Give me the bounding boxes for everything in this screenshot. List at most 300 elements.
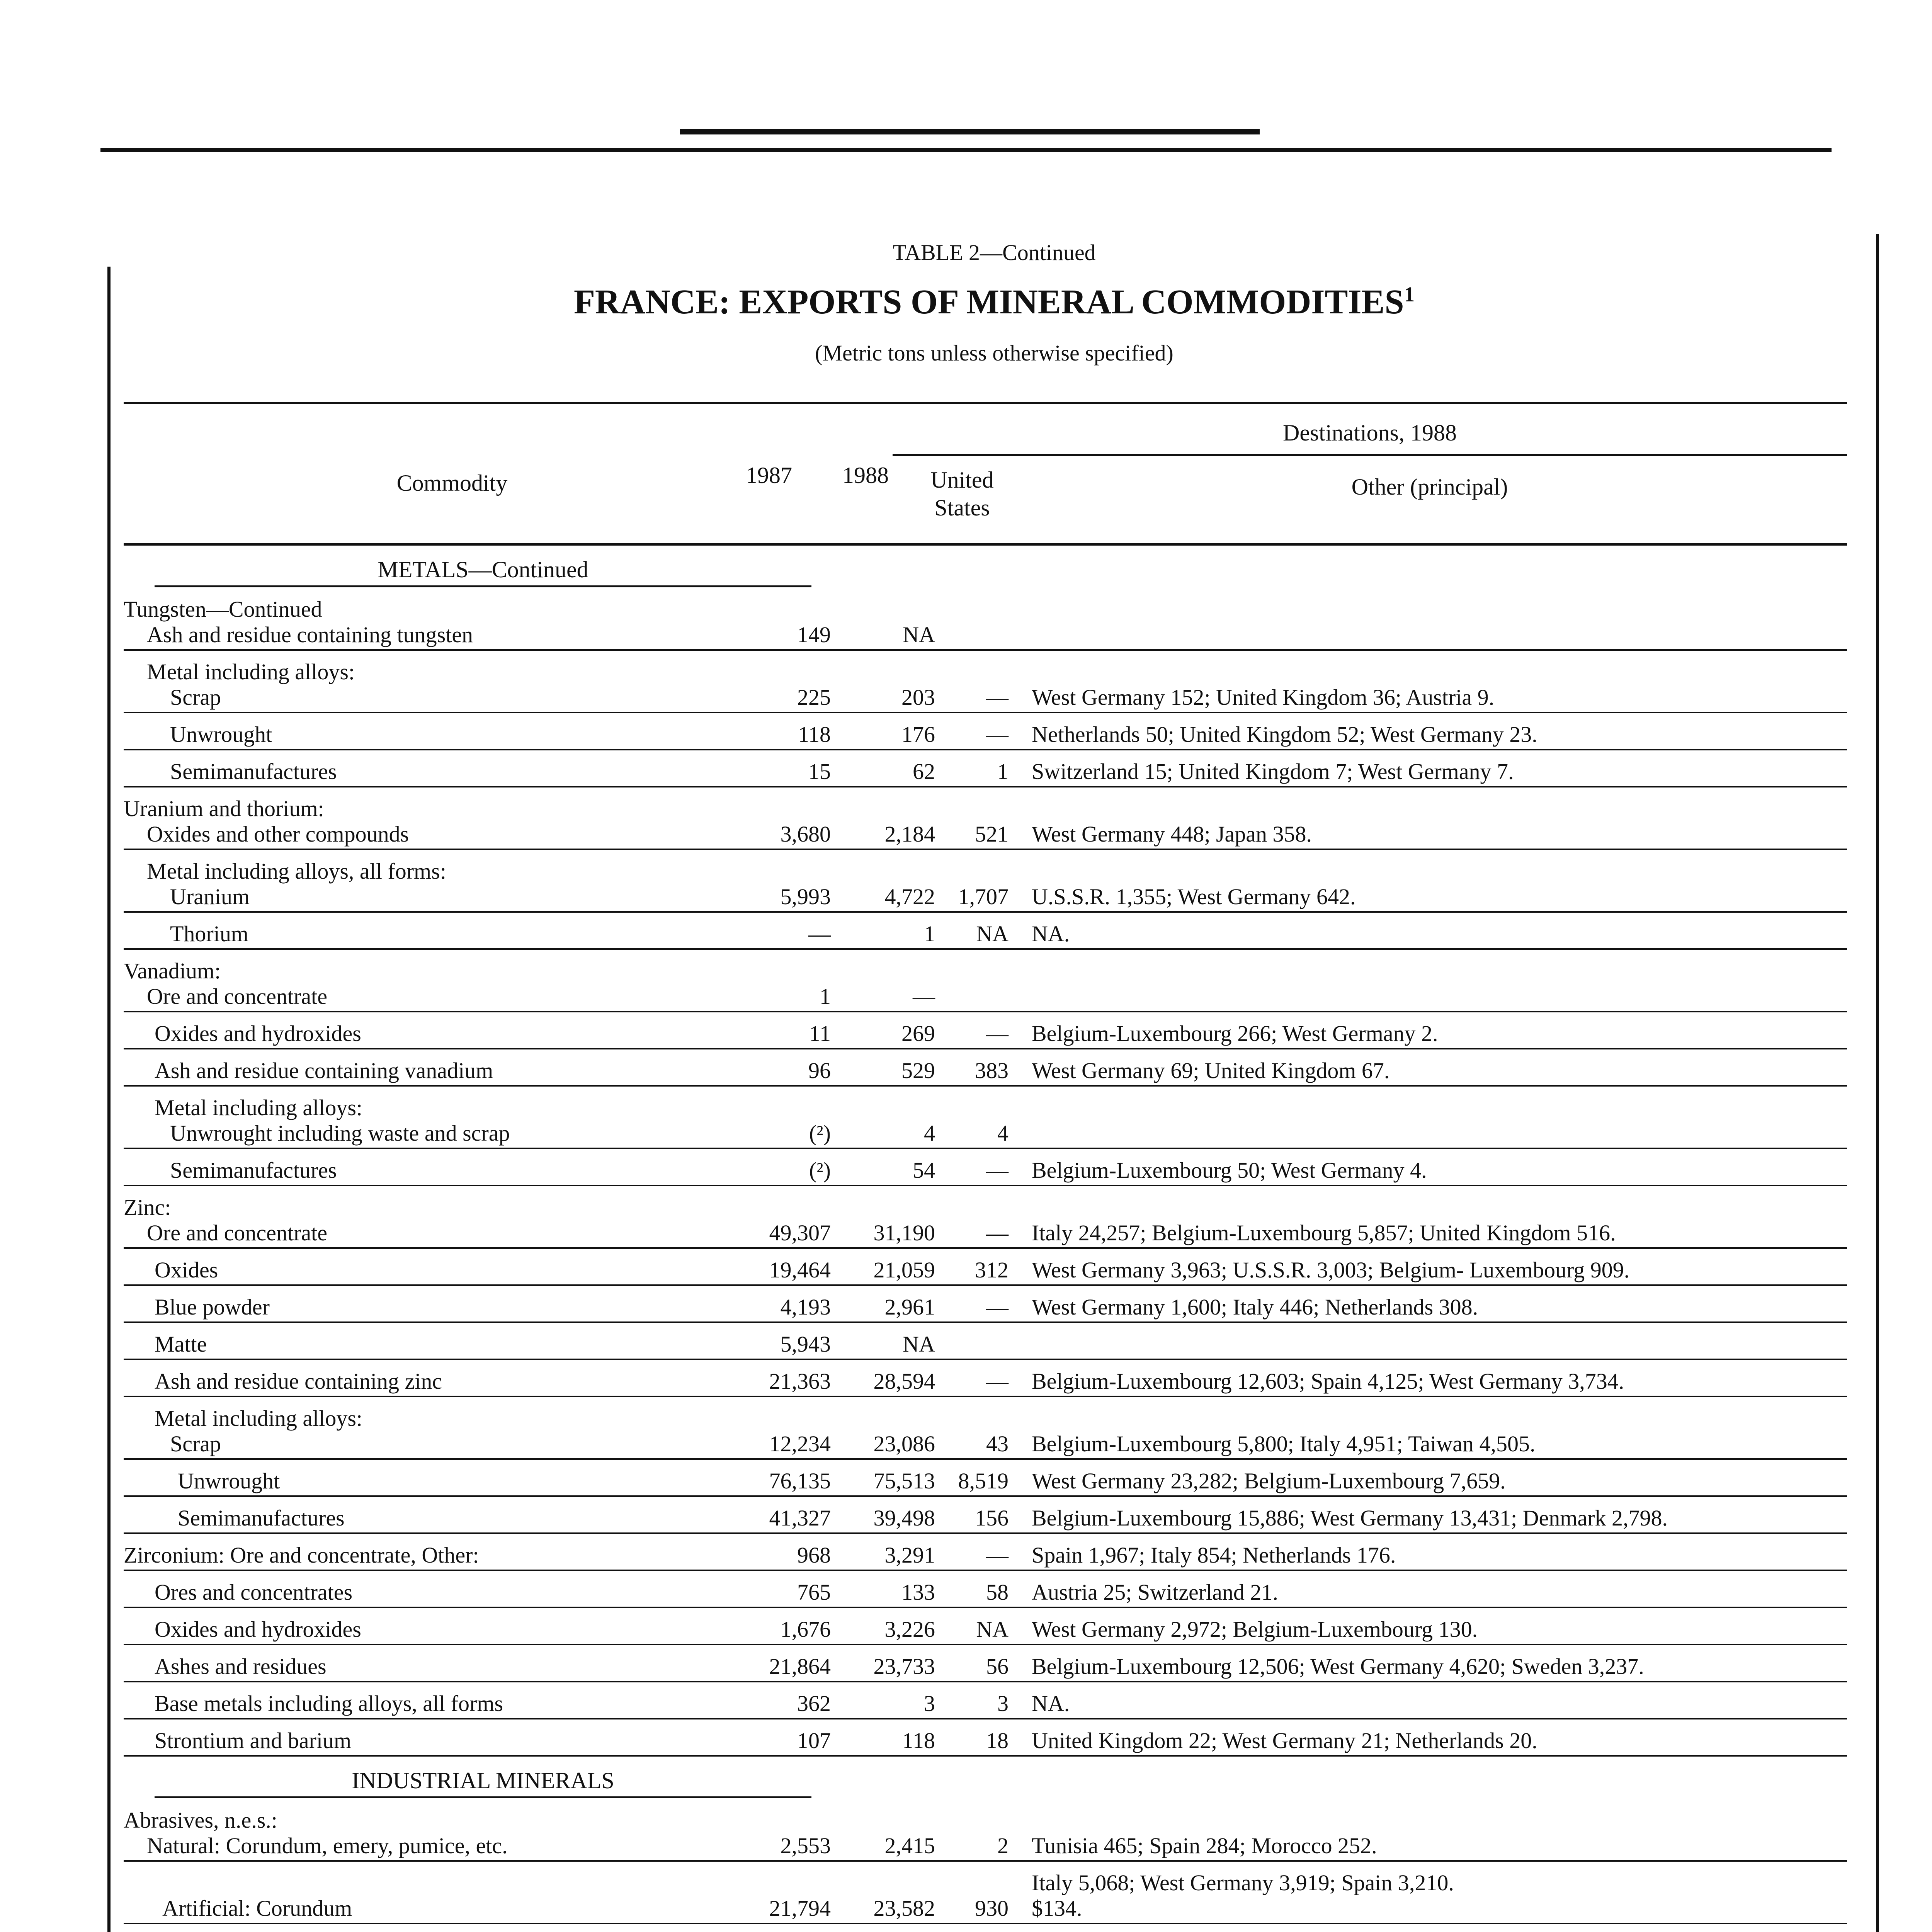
table-row bbox=[124, 1149, 1847, 1186]
value-us-line-1: 4 bbox=[997, 1121, 1009, 1146]
value-us-line-1: — bbox=[986, 1220, 1009, 1245]
value-1988-line-1: 2,961 bbox=[884, 1294, 935, 1320]
value-1987-line-1: 21,794 bbox=[769, 1896, 831, 1921]
other-line-1: West Germany 23,282; Belgium-Luxembourg 7,659. bbox=[1032, 1468, 1506, 1493]
value-other-principal bbox=[1032, 1654, 1851, 1679]
value-1987 bbox=[719, 722, 831, 747]
commodity-line-1: Unwrought bbox=[170, 722, 272, 747]
table-row bbox=[124, 1286, 1847, 1323]
other-line-1: Italy 5,068; West Germany 3,919; Spain 3,210. bbox=[1032, 1870, 1454, 1895]
value-1988 bbox=[835, 1691, 935, 1716]
commodity-line-1: Unwrought bbox=[178, 1468, 280, 1493]
value-1987-line-1: 1,676 bbox=[780, 1617, 831, 1642]
commodity-line-1: Ashes and residues bbox=[155, 1654, 327, 1679]
value-united-states bbox=[943, 1121, 1009, 1146]
commodity-line-2: Scrap bbox=[170, 1431, 221, 1456]
value-1987-line-1: (²) bbox=[809, 1158, 831, 1183]
commodity-cell bbox=[124, 1294, 742, 1320]
value-us-line-1: NA bbox=[976, 921, 1009, 946]
value-1987-line-1: 362 bbox=[797, 1691, 831, 1716]
value-other-principal bbox=[1032, 1728, 1851, 1753]
table-row bbox=[124, 913, 1847, 950]
value-other-principal bbox=[1032, 1369, 1851, 1394]
value-1988 bbox=[835, 984, 935, 1009]
commodity-line-1: Strontium and barium bbox=[155, 1728, 352, 1753]
other-line-1: Belgium-Luxembourg 50; West Germany 4. bbox=[1032, 1158, 1427, 1183]
value-us-line-1: NA bbox=[976, 1617, 1009, 1642]
metals-rows bbox=[124, 588, 1847, 1757]
value-1987-line-1: — bbox=[808, 921, 831, 946]
value-1988 bbox=[835, 685, 935, 710]
value-1988 bbox=[835, 1058, 935, 1083]
value-1988 bbox=[835, 722, 935, 747]
top-rule bbox=[100, 148, 1832, 152]
value-1988 bbox=[835, 921, 935, 947]
value-1988 bbox=[835, 1617, 935, 1642]
value-1987-line-1: 765 bbox=[797, 1580, 831, 1605]
commodity-line-1: Oxides and hydroxides bbox=[155, 1617, 361, 1642]
column-united-states-line2: States bbox=[934, 495, 990, 520]
commodity-cell bbox=[124, 921, 742, 947]
value-us-line-1: 43 bbox=[986, 1431, 1009, 1456]
value-1988-line-1: 4 bbox=[924, 1121, 935, 1146]
value-us-line-1: — bbox=[986, 1158, 1009, 1183]
table-row bbox=[124, 950, 1847, 1012]
commodity-cell bbox=[124, 1095, 742, 1146]
value-united-states bbox=[943, 1833, 1009, 1859]
table-row bbox=[124, 1012, 1847, 1049]
value-1987 bbox=[719, 1505, 831, 1531]
value-1987 bbox=[719, 1654, 831, 1679]
other-line-1: NA. bbox=[1032, 1691, 1070, 1716]
table-row bbox=[124, 1323, 1847, 1360]
value-1988 bbox=[835, 1431, 935, 1457]
other-line-1: West Germany 152; United Kingdom 36; Austria 9. bbox=[1032, 685, 1495, 710]
value-1987-line-1: 4,193 bbox=[780, 1294, 831, 1320]
value-1988 bbox=[835, 1121, 935, 1146]
commodity-line-1: Artificial: Corundum bbox=[162, 1896, 352, 1921]
value-united-states bbox=[943, 1220, 1009, 1246]
industrial-rows bbox=[124, 1799, 1847, 1932]
value-other-principal bbox=[1032, 1158, 1851, 1183]
value-1987-line-1: 76,135 bbox=[769, 1468, 831, 1493]
value-1987-line-1: 2,553 bbox=[780, 1833, 831, 1858]
table-row bbox=[124, 1924, 1847, 1932]
table-row bbox=[124, 850, 1847, 913]
value-us-line-1: 156 bbox=[975, 1505, 1009, 1531]
other-line-1: West Germany 69; United Kingdom 67. bbox=[1032, 1058, 1390, 1083]
value-1987-line-1: 19,464 bbox=[769, 1257, 831, 1282]
table-row bbox=[124, 651, 1847, 713]
value-1987 bbox=[719, 1332, 831, 1357]
value-us-line-1: 8,519 bbox=[958, 1468, 1009, 1493]
value-other-principal bbox=[1032, 884, 1851, 910]
commodity-line-2: Ore and concentrate bbox=[147, 1220, 327, 1245]
commodity-cell bbox=[124, 1543, 742, 1568]
column-united-states-line1: United bbox=[930, 467, 994, 493]
commodity-line-2: Oxides and other compounds bbox=[147, 821, 409, 847]
value-us-line-1: 18 bbox=[986, 1728, 1009, 1753]
commodity-cell bbox=[124, 859, 742, 910]
value-1988 bbox=[835, 1654, 935, 1679]
table-subtitle: (Metric tons unless otherwise specified) bbox=[815, 340, 1173, 366]
value-1987-line-1: 1 bbox=[820, 984, 831, 1009]
value-1988-line-1: 4,722 bbox=[884, 884, 935, 909]
value-other-principal bbox=[1032, 1580, 1851, 1605]
left-margin-bar bbox=[107, 267, 111, 1932]
commodity-line-1: Semimanufactures bbox=[170, 759, 337, 784]
commodity-cell bbox=[124, 1728, 742, 1753]
value-united-states bbox=[943, 821, 1009, 847]
value-other-principal bbox=[1032, 1505, 1851, 1531]
section-metals-label: METALS—Continued bbox=[155, 556, 811, 587]
value-1987-line-1: 12,234 bbox=[769, 1431, 831, 1456]
value-united-states bbox=[943, 1021, 1009, 1046]
commodity-cell bbox=[124, 1617, 742, 1642]
value-us-line-1: 58 bbox=[986, 1580, 1009, 1605]
commodity-cell bbox=[124, 1195, 742, 1246]
table-row bbox=[124, 1608, 1847, 1645]
value-1988 bbox=[835, 1728, 935, 1753]
commodity-line-1: Metal including alloys, all forms: bbox=[147, 859, 446, 884]
value-united-states bbox=[943, 1728, 1009, 1753]
value-1987 bbox=[719, 1543, 831, 1568]
value-united-states bbox=[943, 1369, 1009, 1394]
commodity-cell bbox=[124, 1369, 742, 1394]
value-1988-line-1: 75,513 bbox=[873, 1468, 935, 1493]
value-1988-line-1: 3,226 bbox=[884, 1617, 935, 1642]
commodity-cell bbox=[124, 1257, 742, 1283]
value-1987 bbox=[719, 1617, 831, 1642]
commodity-line-1: Semimanufactures bbox=[178, 1505, 345, 1531]
value-1988 bbox=[835, 1580, 935, 1605]
value-united-states bbox=[943, 759, 1009, 784]
commodity-cell bbox=[124, 1580, 742, 1605]
commodity-line-2: Unwrought including waste and scrap bbox=[170, 1121, 510, 1146]
value-1988-line-1: 39,498 bbox=[873, 1505, 935, 1531]
value-1988 bbox=[835, 821, 935, 847]
value-1988 bbox=[835, 622, 935, 648]
value-1987 bbox=[719, 1294, 831, 1320]
value-1987 bbox=[719, 1257, 831, 1283]
value-1987 bbox=[719, 1369, 831, 1394]
value-us-line-1: — bbox=[986, 1294, 1009, 1320]
commodity-cell bbox=[124, 597, 742, 648]
table-row bbox=[124, 1534, 1847, 1571]
value-united-states bbox=[943, 722, 1009, 747]
section-metals bbox=[124, 546, 1847, 588]
commodity-cell bbox=[124, 659, 742, 710]
commodity-cell bbox=[124, 722, 742, 747]
value-other-principal bbox=[1032, 821, 1851, 847]
value-1987-line-1: 41,327 bbox=[769, 1505, 831, 1531]
value-1987 bbox=[719, 1691, 831, 1716]
commodity-line-1: Abrasives, n.e.s.: bbox=[124, 1808, 277, 1833]
table-row bbox=[124, 1719, 1847, 1757]
value-1987 bbox=[719, 921, 831, 947]
value-1987 bbox=[719, 1833, 831, 1859]
value-1987 bbox=[719, 1220, 831, 1246]
table-row bbox=[124, 588, 1847, 651]
commodity-line-1: Metal including alloys: bbox=[147, 659, 355, 684]
value-1988-line-1: 133 bbox=[901, 1580, 935, 1605]
value-1988-line-1: 118 bbox=[902, 1728, 935, 1753]
commodity-cell bbox=[124, 1468, 742, 1494]
column-1987: 1987 bbox=[746, 463, 792, 488]
value-1988-line-1: 1 bbox=[924, 921, 935, 946]
column-header bbox=[124, 402, 1847, 546]
value-united-states bbox=[943, 1058, 1009, 1083]
value-united-states bbox=[943, 685, 1009, 710]
value-1988-line-1: 529 bbox=[901, 1058, 935, 1083]
value-1988 bbox=[835, 1158, 935, 1183]
value-1987-line-1: 96 bbox=[808, 1058, 831, 1083]
table-row bbox=[124, 1571, 1847, 1608]
value-1987-line-1: 21,864 bbox=[769, 1654, 831, 1679]
other-line-1: Switzerland 15; United Kingdom 7; West Germany 7. bbox=[1032, 759, 1514, 784]
value-united-states bbox=[943, 1654, 1009, 1679]
value-1987-line-1: 15 bbox=[808, 759, 831, 784]
value-other-principal bbox=[1032, 759, 1851, 784]
value-1987 bbox=[719, 759, 831, 784]
commodity-line-1: Uranium and thorium: bbox=[124, 796, 324, 821]
value-1987 bbox=[719, 1580, 831, 1605]
other-line-1: United Kingdom 22; West Germany 21; Netherlands 20. bbox=[1032, 1728, 1537, 1753]
value-other-principal bbox=[1032, 685, 1851, 710]
column-1988: 1988 bbox=[842, 463, 889, 488]
value-other-principal bbox=[1032, 722, 1851, 747]
column-commodity: Commodity bbox=[396, 470, 508, 496]
other-line-1: West Germany 2,972; Belgium-Luxembourg 130. bbox=[1032, 1617, 1478, 1642]
value-us-line-1: — bbox=[986, 1369, 1009, 1394]
value-united-states bbox=[943, 1543, 1009, 1568]
value-1987-line-1: 118 bbox=[798, 722, 831, 747]
value-1987 bbox=[719, 1021, 831, 1046]
value-other-principal bbox=[1032, 1468, 1851, 1494]
other-line-1: West Germany 448; Japan 358. bbox=[1032, 821, 1312, 847]
value-1987 bbox=[719, 1121, 831, 1146]
value-1988-line-1: 269 bbox=[901, 1021, 935, 1046]
other-line-1: Spain 1,967; Italy 854; Netherlands 176. bbox=[1032, 1543, 1396, 1568]
value-1987 bbox=[719, 884, 831, 910]
commodity-line-2: Ash and residue containing tungsten bbox=[147, 622, 473, 647]
other-line-1: West Germany 1,600; Italy 446; Netherlands 308. bbox=[1032, 1294, 1478, 1320]
table-row bbox=[124, 787, 1847, 850]
commodity-cell bbox=[124, 1654, 742, 1679]
value-1987 bbox=[719, 821, 831, 847]
table-title-text: FRANCE: EXPORTS OF MINERAL COMMODITIES bbox=[573, 283, 1404, 321]
commodity-line-1: Vanadium: bbox=[124, 958, 221, 983]
value-1988 bbox=[835, 1896, 935, 1921]
commodity-line-1: Tungsten—Continued bbox=[124, 597, 322, 622]
commodity-cell bbox=[124, 1058, 742, 1083]
value-other-principal bbox=[1032, 1691, 1851, 1716]
commodity-line-1: Zinc: bbox=[124, 1195, 171, 1220]
table-row bbox=[124, 750, 1847, 787]
commodity-line-2: Natural: Corundum, emery, pumice, etc. bbox=[147, 1833, 508, 1858]
value-1987 bbox=[719, 622, 831, 648]
value-1987 bbox=[719, 984, 831, 1009]
commodity-line-2: Ore and concentrate bbox=[147, 984, 327, 1009]
other-line-1: Belgium-Luxembourg 15,886; West Germany 13,431; Denmark 2,798. bbox=[1032, 1505, 1668, 1531]
other-line-1: NA. bbox=[1032, 921, 1070, 946]
value-us-line-1: 312 bbox=[975, 1257, 1009, 1282]
value-1988 bbox=[835, 1257, 935, 1283]
value-1987-line-1: 21,363 bbox=[769, 1369, 831, 1394]
value-1988-line-1: NA bbox=[903, 1332, 935, 1357]
value-other-principal bbox=[1032, 1617, 1851, 1642]
value-1988-line-1: 2,184 bbox=[884, 821, 935, 847]
value-other-principal bbox=[1032, 1833, 1851, 1859]
other-line-1: Netherlands 50; United Kingdom 52; West Germany 23. bbox=[1032, 722, 1537, 747]
value-us-line-1: — bbox=[986, 1021, 1009, 1046]
value-1987-line-1: 5,943 bbox=[780, 1332, 831, 1357]
value-other-principal bbox=[1032, 1543, 1851, 1568]
value-united-states bbox=[943, 1468, 1009, 1494]
section-industrial bbox=[124, 1757, 1847, 1799]
commodity-cell bbox=[124, 1332, 742, 1357]
value-us-line-1: 2 bbox=[997, 1833, 1009, 1858]
value-other-principal bbox=[1032, 1870, 1851, 1921]
table-row bbox=[124, 1682, 1847, 1719]
commodity-cell bbox=[124, 1896, 742, 1921]
commodity-line-2: Uranium bbox=[170, 884, 250, 909]
value-1988 bbox=[835, 1833, 935, 1859]
other-line-1: Belgium-Luxembourg 5,800; Italy 4,951; Taiwan 4,505. bbox=[1032, 1431, 1536, 1456]
commodity-line-1: Base metals including alloys, all forms bbox=[155, 1691, 503, 1716]
other-line-1: Belgium-Luxembourg 12,506; West Germany 4,620; Sweden 3,237. bbox=[1032, 1654, 1644, 1679]
value-1987-line-1: 3,680 bbox=[780, 821, 831, 847]
top-rule-thick bbox=[680, 129, 1260, 134]
commodity-line-1: Thorium bbox=[170, 921, 248, 946]
commodity-line-1: Semimanufactures bbox=[170, 1158, 337, 1183]
value-other-principal bbox=[1032, 1021, 1851, 1046]
right-margin-bar bbox=[1876, 234, 1879, 1932]
value-1987 bbox=[719, 1431, 831, 1457]
value-united-states bbox=[943, 1896, 1009, 1921]
exports-table bbox=[124, 402, 1847, 1932]
title-footnote-marker: 1 bbox=[1404, 282, 1415, 306]
commodity-line-1: Zirconium: Ore and concentrate, Other: bbox=[124, 1543, 479, 1568]
value-us-line-1: 56 bbox=[986, 1654, 1009, 1679]
other-line-1: Austria 25; Switzerland 21. bbox=[1032, 1580, 1278, 1605]
table-row bbox=[124, 1645, 1847, 1682]
value-1987 bbox=[719, 1158, 831, 1183]
value-1988 bbox=[835, 1220, 935, 1246]
value-1988 bbox=[835, 1543, 935, 1568]
table-row bbox=[124, 713, 1847, 750]
other-line-1: Tunisia 465; Spain 284; Morocco 252. bbox=[1032, 1833, 1377, 1858]
commodity-line-1: Ores and concentrates bbox=[155, 1580, 353, 1605]
value-1987-line-1: (²) bbox=[809, 1121, 831, 1146]
table-row bbox=[124, 1460, 1847, 1497]
value-1988-line-1: — bbox=[913, 984, 935, 1009]
value-other-principal bbox=[1032, 1257, 1851, 1283]
commodity-line-2: Scrap bbox=[170, 685, 221, 710]
table-label: TABLE 2—Continued bbox=[893, 240, 1096, 265]
other-line-1: Belgium-Luxembourg 266; West Germany 2. bbox=[1032, 1021, 1438, 1046]
value-1987-line-1: 49,307 bbox=[769, 1220, 831, 1245]
value-1988 bbox=[835, 1021, 935, 1046]
value-1988-line-1: 23,733 bbox=[873, 1654, 935, 1679]
commodity-line-1: Blue powder bbox=[155, 1294, 270, 1320]
value-1988-line-1: 3,291 bbox=[884, 1543, 935, 1568]
other-line-2: $134. bbox=[1032, 1896, 1082, 1921]
commodity-line-1: Oxides bbox=[155, 1257, 218, 1282]
value-1987-line-1: 11 bbox=[809, 1021, 831, 1046]
value-1988-line-1: 54 bbox=[913, 1158, 935, 1183]
value-1988-line-1: 3 bbox=[924, 1691, 935, 1716]
value-united-states bbox=[943, 1505, 1009, 1531]
value-us-line-1: 1 bbox=[997, 759, 1009, 784]
value-1987 bbox=[719, 1896, 831, 1921]
table-row bbox=[124, 1397, 1847, 1460]
commodity-cell bbox=[124, 796, 742, 847]
table-row bbox=[124, 1360, 1847, 1397]
value-other-principal bbox=[1032, 921, 1851, 947]
value-1988 bbox=[835, 1332, 935, 1357]
commodity-line-1: Ash and residue containing vanadium bbox=[155, 1058, 493, 1083]
value-1988-line-1: 23,086 bbox=[873, 1431, 935, 1456]
value-us-line-1: 930 bbox=[975, 1896, 1009, 1921]
table-row bbox=[124, 1497, 1847, 1534]
commodity-line-1: Ash and residue containing zinc bbox=[155, 1369, 442, 1394]
commodity-cell bbox=[124, 1406, 742, 1457]
value-1988 bbox=[835, 759, 935, 784]
commodity-cell bbox=[124, 1158, 742, 1183]
other-line-1: U.S.S.R. 1,355; West Germany 642. bbox=[1032, 884, 1356, 909]
value-1988-line-1: 176 bbox=[901, 722, 935, 747]
value-1987 bbox=[719, 1058, 831, 1083]
value-us-line-1: — bbox=[986, 685, 1009, 710]
value-united-states bbox=[943, 1431, 1009, 1457]
value-1987 bbox=[719, 1728, 831, 1753]
value-united-states bbox=[943, 1257, 1009, 1283]
value-us-line-1: — bbox=[986, 722, 1009, 747]
value-other-principal bbox=[1032, 1294, 1851, 1320]
value-other-principal bbox=[1032, 1220, 1851, 1246]
other-line-1: Belgium-Luxembourg 12,603; Spain 4,125; West Germany 3,734. bbox=[1032, 1369, 1624, 1394]
table-row bbox=[124, 1799, 1847, 1862]
value-1988-line-1: 28,594 bbox=[873, 1369, 935, 1394]
value-1987 bbox=[719, 1468, 831, 1494]
value-united-states bbox=[943, 1617, 1009, 1642]
column-destinations: Destinations, 1988 bbox=[893, 420, 1847, 456]
section-industrial-label: INDUSTRIAL MINERALS bbox=[155, 1767, 811, 1798]
value-1988-line-1: 2,415 bbox=[884, 1833, 935, 1858]
commodity-line-1: Matte bbox=[155, 1332, 207, 1357]
value-1988 bbox=[835, 1294, 935, 1320]
value-other-principal bbox=[1032, 1058, 1851, 1083]
value-1987-line-1: 107 bbox=[797, 1728, 831, 1753]
value-us-line-1: — bbox=[986, 1543, 1009, 1568]
value-1988 bbox=[835, 884, 935, 910]
value-united-states bbox=[943, 921, 1009, 947]
value-1988-line-1: NA bbox=[903, 622, 935, 647]
value-1987-line-1: 149 bbox=[797, 622, 831, 647]
table-row bbox=[124, 1249, 1847, 1286]
value-us-line-1: 383 bbox=[975, 1058, 1009, 1083]
commodity-cell bbox=[124, 958, 742, 1009]
table-row bbox=[124, 1049, 1847, 1087]
commodity-cell bbox=[124, 1808, 742, 1859]
value-united-states bbox=[943, 1580, 1009, 1605]
table-row bbox=[124, 1862, 1847, 1924]
value-1987 bbox=[719, 685, 831, 710]
value-1988-line-1: 203 bbox=[901, 685, 935, 710]
value-united-states bbox=[943, 1294, 1009, 1320]
column-united-states bbox=[908, 466, 1016, 522]
